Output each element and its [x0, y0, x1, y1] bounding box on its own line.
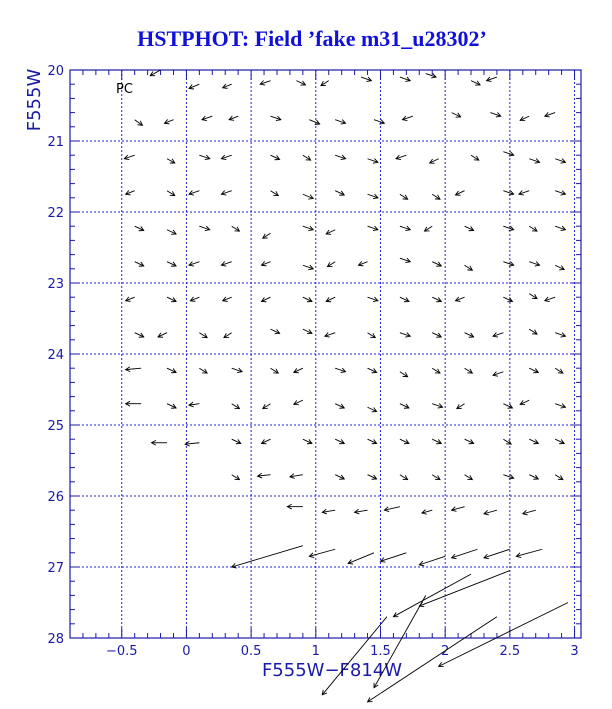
offset-vector [325, 333, 335, 338]
x-tick-label: 2 [441, 644, 450, 659]
offset-vector [465, 475, 473, 480]
offset-vector [335, 120, 345, 125]
offset-vector [456, 191, 465, 196]
offset-vector [368, 439, 377, 444]
offset-vector [380, 553, 406, 562]
offset-vector [223, 297, 232, 301]
offset-vector [555, 439, 564, 444]
offset-vector [368, 368, 377, 373]
y-tick-label: 28 [47, 632, 64, 647]
offset-vector [261, 297, 270, 302]
offset-vector [263, 404, 271, 409]
offset-vector [555, 404, 565, 409]
offset-vector [164, 119, 173, 123]
x-tick-label: 1 [311, 644, 320, 659]
offset-vector [555, 191, 565, 196]
offset-vector [232, 226, 240, 231]
offset-vector [529, 262, 539, 267]
offset-vector [327, 262, 335, 267]
offset-vector [432, 194, 440, 199]
offset-vector [294, 400, 303, 405]
offset-vector [519, 191, 529, 196]
vector-shaft [393, 574, 471, 617]
offset-vector [555, 159, 565, 164]
offset-vector [158, 333, 167, 338]
offset-vector [263, 233, 271, 238]
offset-vector [503, 152, 513, 157]
x-tick-label: 0 [182, 644, 191, 659]
offset-vector [368, 333, 376, 338]
offset-vector [452, 113, 461, 118]
offset-vector [258, 473, 271, 478]
y-tick-label: 24 [47, 348, 64, 363]
offset-vector [260, 81, 270, 86]
offset-vector [229, 116, 238, 120]
offset-vector [402, 116, 412, 121]
offset-vector [529, 368, 538, 373]
vector-head [368, 697, 373, 701]
offset-vector [126, 401, 142, 406]
offset-vector [520, 400, 529, 405]
offset-vector [271, 191, 279, 196]
x-tick-label: 0.5 [240, 644, 262, 659]
offset-vector [221, 191, 231, 196]
offset-vector [271, 329, 280, 334]
offset-vector [529, 475, 538, 480]
x-tick-labels [106, 644, 579, 659]
offset-vector [261, 261, 270, 265]
offset-vector [326, 230, 335, 235]
offset-vector [135, 120, 143, 126]
offset-vector [400, 439, 409, 444]
offset-vector [223, 84, 232, 88]
offset-vector [503, 297, 512, 302]
offset-vector [465, 226, 474, 231]
offset-vector [419, 556, 445, 565]
offset-vector [503, 475, 513, 480]
y-tick-label: 22 [47, 206, 64, 221]
offset-vector [432, 439, 441, 444]
offset-vector [555, 265, 564, 270]
x-tick-label: −0.5 [105, 644, 138, 659]
offset-vector [432, 333, 441, 338]
offset-vector [555, 475, 563, 480]
offset-vector [368, 194, 378, 199]
offset-vector [374, 120, 384, 125]
offset-vector [456, 297, 465, 301]
offset-vector [232, 368, 242, 373]
offset-vector [321, 81, 329, 86]
y-tick-label: 23 [47, 277, 64, 292]
offset-vector [529, 226, 537, 231]
offset-vector [224, 333, 232, 338]
offset-vector [529, 439, 538, 444]
grid [70, 70, 581, 638]
offset-vector [189, 402, 199, 407]
offset-vector [419, 571, 510, 607]
offset-vector [432, 475, 440, 480]
chart-title: HSTPHOT: Field ’fake m31_u28302’ [137, 26, 487, 51]
offset-vector [199, 333, 207, 338]
y-tick-label: 20 [47, 64, 64, 79]
offset-vector [335, 155, 345, 160]
offset-vector [167, 159, 175, 163]
x-axis-label: F555W−F814W [261, 660, 403, 681]
y-tick-label: 26 [47, 490, 64, 505]
offset-vector [167, 368, 176, 373]
y-tick-labels [47, 64, 64, 647]
offset-vector [124, 155, 134, 160]
y-axis-label: F555W [24, 68, 45, 132]
offset-vector [368, 226, 378, 231]
offset-vector [232, 475, 240, 480]
offset-vector [471, 81, 480, 86]
offset-vector [432, 297, 441, 302]
offset-vector [516, 549, 542, 557]
offset-vector [457, 404, 465, 409]
offset-vector [185, 441, 199, 446]
offset-vector [503, 404, 512, 409]
y-tick-label: 21 [47, 135, 64, 150]
offset-vector [189, 84, 199, 89]
offset-vector [493, 372, 503, 377]
offset-vector [400, 77, 410, 82]
offset-vector [432, 404, 442, 409]
offset-vector [309, 120, 319, 125]
offset-vector [523, 510, 536, 515]
offset-vector [303, 439, 312, 444]
offset-vector [400, 372, 408, 377]
offset-vector [465, 368, 473, 373]
offset-vector [430, 159, 439, 164]
offset-vector [271, 116, 281, 121]
offset-vector [335, 368, 345, 373]
offset-vector [335, 439, 344, 444]
offset-vector [484, 549, 510, 558]
offset-vector [400, 226, 410, 231]
offset-vector [400, 475, 408, 480]
offset-vector [167, 230, 176, 235]
offset-vector [452, 507, 465, 512]
offset-vector [135, 226, 144, 231]
offset-vector [303, 329, 312, 334]
offset-vector [529, 329, 537, 334]
offset-vector [424, 226, 432, 231]
vector-shaft [484, 549, 510, 558]
offset-vector [126, 367, 142, 372]
offset-vector [493, 333, 503, 338]
offset-vector [503, 191, 513, 196]
offset-vector [221, 262, 231, 267]
offset-vector [152, 440, 168, 445]
offset-vector [326, 297, 335, 302]
offset-vector [189, 262, 199, 267]
vector-shaft [516, 549, 542, 556]
offset-vector [400, 404, 409, 409]
offset-vector [232, 404, 240, 409]
offset-vector [384, 507, 400, 512]
offset-vector [432, 368, 440, 373]
offset-vector [529, 159, 539, 164]
vector-field [124, 70, 568, 702]
x-tick-label: 2.5 [499, 644, 521, 659]
offset-vector [465, 265, 473, 270]
offset-vector [261, 439, 270, 444]
offset-vector [322, 509, 335, 514]
y-tick-label: 27 [47, 561, 64, 576]
offset-vector [303, 297, 312, 302]
offset-vector [368, 297, 378, 302]
panel-label: PC [116, 82, 133, 97]
offset-vector [426, 73, 436, 78]
offset-vector [167, 297, 176, 302]
offset-vector [545, 297, 555, 302]
offset-vector [393, 574, 471, 617]
offset-vector [303, 226, 313, 231]
offset-vector [287, 504, 303, 509]
offset-vector [202, 116, 212, 121]
offset-vector [199, 155, 209, 160]
offset-vector [232, 439, 241, 444]
offset-vector [303, 194, 313, 199]
offset-vector [400, 194, 408, 199]
offset-vector [335, 191, 344, 196]
offset-vector [422, 510, 432, 515]
offset-vector [396, 155, 406, 160]
offset-vector [126, 297, 135, 301]
offset-vector [400, 297, 409, 302]
offset-vector [465, 333, 474, 338]
offset-vector [465, 439, 474, 444]
offset-vector [355, 509, 368, 514]
offset-vector [503, 262, 513, 267]
offset-vector [545, 112, 555, 117]
offset-vector [303, 155, 311, 160]
offset-vector [309, 549, 335, 557]
offset-vector [167, 262, 176, 267]
vector-shaft [419, 571, 510, 607]
offset-vector [335, 404, 344, 409]
offset-vector [368, 407, 377, 412]
offset-vector [335, 475, 344, 480]
offset-vector [452, 549, 478, 558]
offset-vector [555, 368, 563, 373]
offset-vector [400, 333, 410, 338]
offset-vector [167, 404, 176, 409]
offset-vector [529, 294, 537, 299]
offset-vector [432, 262, 441, 267]
offset-vector [484, 510, 497, 515]
offset-vector [368, 159, 378, 164]
offset-vector [503, 226, 513, 231]
x-tick-label: 1.5 [370, 644, 391, 659]
offset-vector [490, 112, 500, 117]
offset-vector [368, 475, 377, 480]
y-tick-label: 25 [47, 419, 64, 434]
vector-shaft [452, 549, 478, 558]
offset-vector [135, 333, 144, 338]
offset-vector [520, 116, 529, 121]
offset-vector [555, 333, 565, 338]
offset-vector [348, 553, 374, 564]
offset-vector [303, 265, 313, 270]
offset-vector [271, 368, 279, 373]
offset-vector [555, 226, 565, 231]
offset-vector [150, 70, 160, 76]
offset-vector [199, 368, 207, 373]
offset-vector [126, 190, 135, 194]
offset-vector [358, 261, 367, 265]
offset-vector [271, 155, 280, 160]
offset-vector [290, 474, 303, 479]
vector-shaft [348, 553, 374, 564]
x-tick-label: 3 [570, 644, 579, 659]
offset-vector [190, 297, 199, 301]
offset-vector [400, 258, 410, 263]
offset-vector [199, 226, 209, 231]
offset-vector [296, 81, 305, 86]
offset-vector [361, 77, 371, 82]
offset-vector [135, 262, 144, 267]
offset-vector [487, 77, 497, 82]
offset-vector [232, 546, 303, 568]
offset-vector [167, 191, 175, 196]
vector-shaft [380, 553, 406, 562]
vector-shaft [309, 549, 335, 556]
offset-vector [294, 368, 303, 373]
vector-shaft [232, 546, 303, 567]
offset-vector [221, 155, 231, 160]
offset-vector [189, 191, 199, 196]
vector-shaft [419, 556, 445, 565]
offset-vector [471, 155, 479, 160]
